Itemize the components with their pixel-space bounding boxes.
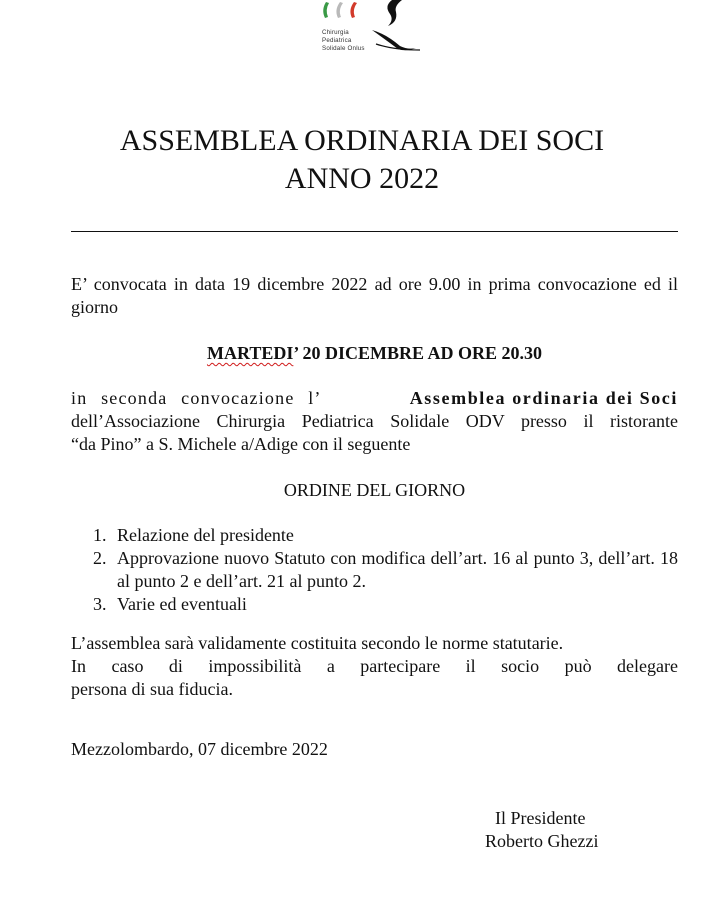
logo-text-line: Pediatrica — [322, 37, 352, 44]
date-heading-rest: ’ 20 DICEMBRE AD ORE 20.30 — [293, 343, 543, 363]
second-call-line-1 — [71, 387, 678, 410]
intro-paragraph: E’ convocata in data 19 dicembre 2022 ad ore 9.00 in prima convocazione ed il giorno — [71, 274, 678, 317]
closing-line-3: persona di sua fiducia. — [71, 679, 233, 699]
logo-text — [322, 29, 365, 53]
agenda-heading: ORDINE DEL GIORNO — [283, 480, 466, 500]
document-title — [0, 122, 724, 198]
logo-text-line: Chirurgia — [322, 29, 349, 36]
second-call-paragraph — [71, 387, 678, 456]
agenda-item — [71, 524, 678, 547]
title-divider — [71, 231, 678, 232]
closing-line-2: In caso di impossibilità a partecipare il socio può delegare — [71, 656, 678, 676]
place-and-date: Mezzolombardo, 07 dicembre 2022 — [71, 739, 328, 759]
agenda-item-text: Relazione del presidente — [117, 525, 294, 545]
signature-name: Roberto Ghezzi — [485, 831, 599, 851]
agenda-item-text: Approvazione nuovo Statuto con modifica dell’art. 16 al punto 3, dell’art. 18 al punto 2 e dell’art. 21 al punto 2. — [117, 548, 678, 591]
closing-paragraph — [71, 632, 678, 701]
agenda-list — [71, 524, 678, 616]
association-logo — [316, 0, 426, 64]
second-call-line-3: “da Pino” a S. Michele a/Adige con il seguente — [71, 434, 411, 454]
second-call-line-2: dell’Associazione Chirurgia Pediatrica Solidale ODV presso il ristorante — [71, 411, 678, 431]
closing-line-1: L’assemblea sarà validamente costituita secondo le norme statutarie. — [71, 633, 564, 653]
agenda-item-number: 1. — [93, 525, 107, 545]
agenda-item-number: 2. — [93, 548, 107, 568]
agenda-item-text: Varie ed eventuali — [117, 594, 247, 614]
second-call-prefix: in seconda convocazione l’ — [71, 388, 322, 408]
meeting-date-heading — [71, 342, 678, 365]
agenda-item-number: 3. — [93, 594, 107, 614]
agenda-item — [71, 593, 678, 616]
logo-text-line: Solidale Onlus — [322, 45, 365, 52]
title-line-1: ASSEMBLEA ORDINARIA DEI SOCI — [119, 124, 605, 157]
second-call-emphasis: Assemblea ordinaria dei Soci — [409, 388, 678, 408]
title-line-2: ANNO 2022 — [284, 162, 440, 195]
signature-role: Il Presidente — [495, 808, 586, 828]
date-heading-day: MARTEDI — [206, 343, 294, 363]
agenda-item — [71, 547, 678, 593]
